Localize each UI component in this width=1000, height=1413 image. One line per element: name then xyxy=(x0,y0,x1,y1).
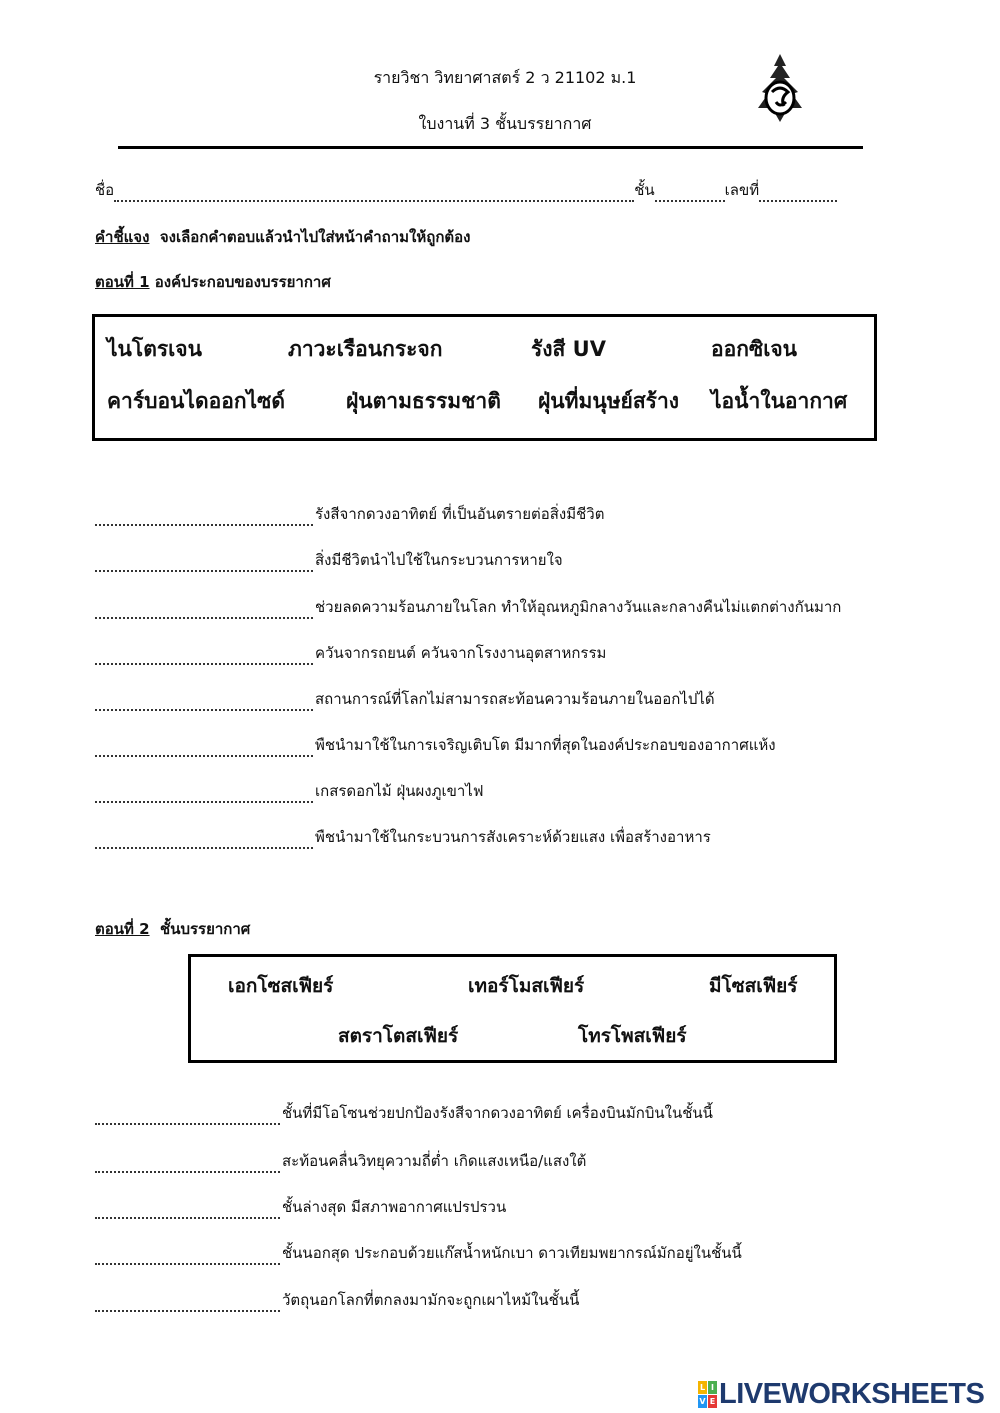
number-field[interactable] xyxy=(759,186,837,202)
part1-title: องค์ประกอบของบรรยากาศ xyxy=(154,273,331,291)
question-text: ชั้นที่มีโอโซนช่วยปกป้องรังสีจากดวงอาทิตย์ เครื่องบินมักบินในชั้นนี้ xyxy=(282,1104,713,1122)
question-row xyxy=(95,825,711,849)
name-label: ชื่อ xyxy=(95,181,115,199)
logo-text: LIVEWORKSHEETS xyxy=(719,1378,985,1410)
question-row xyxy=(95,1101,713,1125)
question-text: ชั้นล่างสุด มีสภาพอากาศแปรปรวน xyxy=(282,1198,507,1216)
question-row xyxy=(95,779,483,803)
answer-field[interactable] xyxy=(95,1296,280,1312)
logo-badge-icon: L I V E xyxy=(699,1383,716,1406)
question-text: วัตถุนอกโลกที่ตกลงมามักจะถูกเผาไหม้ในชั้นนี้ xyxy=(282,1291,580,1309)
answer-field[interactable] xyxy=(95,1157,280,1173)
choice-word: เทอร์โมสเฟียร์ xyxy=(468,975,585,997)
answer-field[interactable] xyxy=(95,1203,280,1219)
choice-word: สตราโตสเฟียร์ xyxy=(338,1025,459,1047)
answer-field[interactable] xyxy=(95,1109,280,1125)
instructions-text: จงเลือกคำตอบแล้วนำไปใส่หน้าคำถามให้ถูกต้อง xyxy=(159,228,471,246)
student-info-row xyxy=(95,178,837,202)
question-text: เกสรดอกไม้ ฝุ่นผงภูเขาไฟ xyxy=(315,782,484,800)
question-row xyxy=(95,641,606,665)
school-emblem-icon xyxy=(752,52,808,124)
answer-field[interactable] xyxy=(95,695,313,711)
question-text: พืชนำมาใช้ในกระบวนการสังเคราะห์ด้วยแสง เพื่อสร้างอาหาร xyxy=(315,828,711,846)
question-row xyxy=(95,548,563,572)
liveworksheets-logo xyxy=(698,1378,984,1411)
choice-word: ออกซิเจน xyxy=(711,337,798,361)
choice-word: คาร์บอนไดออกไซด์ xyxy=(107,389,286,413)
question-text: สะท้อนคลื่นวิทยุความถี่ต่ำ เกิดแสงเหนือ/แสงใต้ xyxy=(282,1152,587,1170)
class-label: ชั้น xyxy=(634,181,655,199)
subject-heading: รายวิชา วิทยาศาสตร์ 2 ว 21102 ม.1 xyxy=(373,68,637,87)
answer-field[interactable] xyxy=(95,833,313,849)
part2-title: ชั้นบรรยากาศ xyxy=(160,920,251,938)
choice-word: ไอน้ำในอากาศ xyxy=(711,389,848,413)
answer-field[interactable] xyxy=(95,510,313,526)
question-row xyxy=(95,1288,579,1312)
question-text: สถานการณ์ที่โลกไม่สามารถสะท้อนความร้อนภายในออกไปได้ xyxy=(315,690,715,708)
part1-label: ตอนที่ 1 xyxy=(95,273,150,291)
answer-field[interactable] xyxy=(95,741,313,757)
question-text: ควันจากรถยนต์ ควันจากโรงงานอุตสาหกรรม xyxy=(315,644,607,662)
part2-heading xyxy=(95,917,250,941)
answer-field[interactable] xyxy=(95,649,313,665)
part2-word-bank xyxy=(188,954,837,1063)
question-row xyxy=(95,1241,742,1265)
question-text: รังสีจากดวงอาทิตย์ ที่เป็นอันตรายต่อสิ่งมีชีวิต xyxy=(315,505,605,523)
question-row xyxy=(95,1195,506,1219)
name-field[interactable] xyxy=(114,186,634,202)
choice-word: รังสี UV xyxy=(531,337,606,361)
part2-label: ตอนที่ 2 xyxy=(95,920,150,938)
answer-field[interactable] xyxy=(95,787,313,803)
question-text: ชั้นนอกสุด ประกอบด้วยแก๊สน้ำหนักเบา ดาวเทียมพยากรณ์มักอยู่ในชั้นนี้ xyxy=(282,1244,742,1262)
part1-word-bank xyxy=(92,314,877,441)
worksheet-title: ใบงานที่ 3 ชั้นบรรยากาศ xyxy=(418,114,592,133)
question-row xyxy=(95,595,841,619)
choice-word: ภาวะเรือนกระจก xyxy=(288,337,443,361)
question-row xyxy=(95,733,776,757)
question-row xyxy=(95,1149,586,1173)
instructions-label: คำชี้แจง xyxy=(95,228,150,246)
choice-word: ไนโตรเจน xyxy=(107,337,202,361)
choice-word: โทรโพสเฟียร์ xyxy=(578,1025,687,1047)
question-row xyxy=(95,687,715,711)
question-row xyxy=(95,502,604,526)
answer-field[interactable] xyxy=(95,1249,280,1265)
choice-word: เอกโซสเฟียร์ xyxy=(228,975,334,997)
instructions xyxy=(95,225,471,249)
choice-word: ฝุ่นตามธรรมชาติ xyxy=(346,389,501,413)
answer-field[interactable] xyxy=(95,603,313,619)
question-text: ช่วยลดความร้อนภายในโลก ทำให้อุณหภูมิกลางวันและกลางคืนไม่แตกต่างกันมาก xyxy=(315,598,842,616)
choice-word: มีโซสเฟียร์ xyxy=(709,975,798,997)
header-divider xyxy=(118,146,863,149)
question-text: พืชนำมาใช้ในการเจริญเติบโต มีมากที่สุดในองค์ประกอบของอากาศแห้ง xyxy=(315,736,776,754)
choice-word: ฝุ่นที่มนุษย์สร้าง xyxy=(538,389,679,413)
question-text: สิ่งมีชีวิตนำไปใช้ในกระบวนการหายใจ xyxy=(315,551,563,569)
class-field[interactable] xyxy=(655,186,725,202)
number-label: เลขที่ xyxy=(724,181,760,199)
part1-heading xyxy=(95,270,331,294)
answer-field[interactable] xyxy=(95,556,313,572)
